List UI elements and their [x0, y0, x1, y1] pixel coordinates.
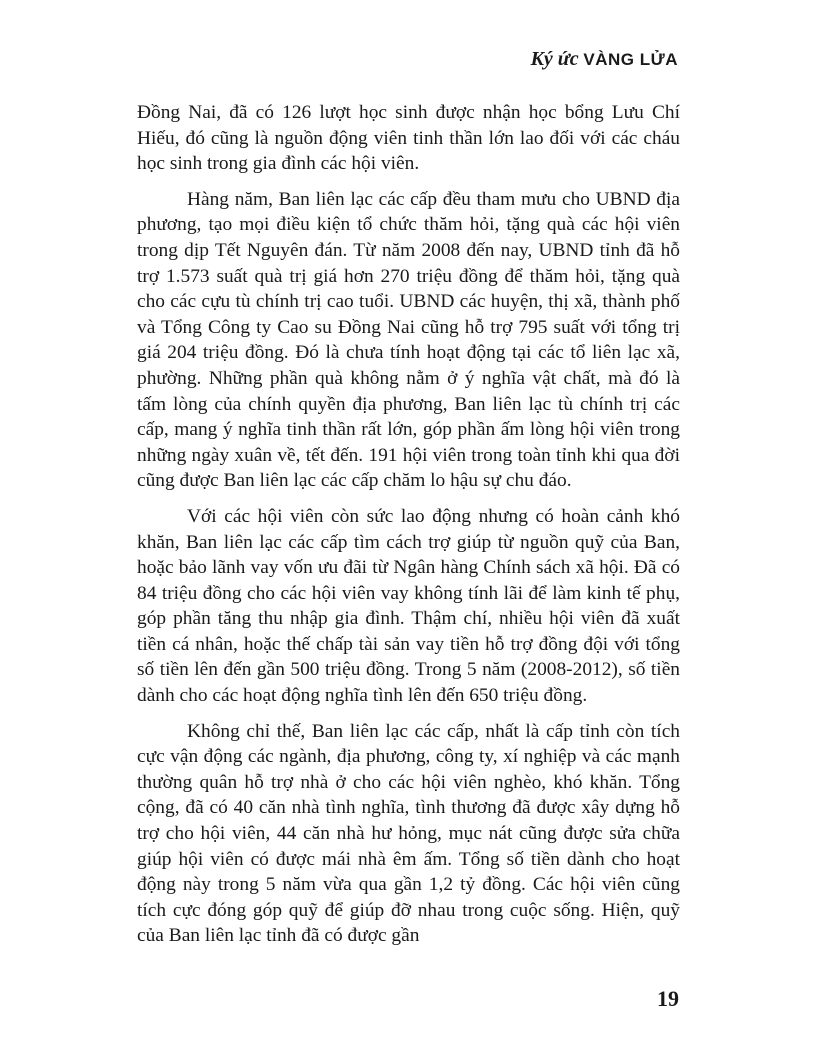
body-text [137, 100, 680, 959]
paragraph-3: Với các hội viên còn sức lao động nhưng có hoàn cảnh khó khăn, Ban liên lạc các cấp tìm cách trợ giúp từ nguồn quỹ của Ban, hoặc bảo lãnh vay vốn ưu đãi từ Ngân hàng Chính sách xã hội. Đã có 84 triệu đồng cho các hội viên vay không tính lãi để làm kinh tế phụ, góp phần tăng thu nhập gia đình. Thậm chí, nhiều hội viên đã xuất tiền cá nhân, hoặc thế chấp tài sản vay tiền hỗ trợ đồng đội với tổng số tiền lên đến gần 500 triệu đồng. Trong 5 năm (2008-2012), số tiền dành cho các hoạt động nghĩa tình lên đến 650 triệu đồng. [137, 505, 680, 707]
running-header [531, 48, 678, 71]
running-header-script: Ký ức [530, 48, 579, 70]
paragraph-2: Hàng năm, Ban liên lạc các cấp đều tham mưu cho UBND địa phương, tạo mọi điều kiện tổ chức thăm hỏi, tặng quà các hội viên trong dịp Tết Nguyên đán. Từ năm 2008 đến nay, UBND tỉnh đã hỗ trợ 1.573 suất quà trị giá hơn 270 triệu đồng để thăm hỏi, tặng quà cho các cựu tù chính trị cao tuổi. UBND các huyện, thị xã, thành phố và Tổng Công ty Cao su Đồng Nai cũng hỗ trợ 795 suất với tổng trị giá 204 triệu đồng. Đó là chưa tính hoạt động tại các tổ liên lạc xã, phường. Những phần quà không nằm ở ý nghĩa vật chất, mà đó là tấm lòng của chính quyền địa phương, Ban liên lạc tù chính trị các cấp, mang ý nghĩa tinh thần rất lớn, góp phần ấm lòng hội viên trong những ngày xuân về, tết đến. 191 hội viên trong toàn tỉnh khi qua đời cũng được Ban liên lạc các cấp chăm lo hậu sự chu đáo. [137, 188, 680, 492]
paragraph-1: Đồng Nai, đã có 126 lượt học sinh được nhận học bổng Lưu Chí Hiếu, đó cũng là nguồn động viên tinh thần lớn lao đối với các cháu học sinh trong gia đình các hội viên. [137, 102, 680, 175]
paragraph-4: Không chỉ thế, Ban liên lạc các cấp, nhất là cấp tỉnh còn tích cực vận động các ngành, địa phương, công ty, xí nghiệp và các mạnh thường quân hỗ trợ nhà ở cho các hội viên nghèo, khó khăn. Tổng cộng, đã có 40 căn nhà tình nghĩa, tình thương đã được xây dựng hỗ trợ cho hội viên, 44 căn nhà hư hỏng, mục nát cũng được sửa chữa giúp hội viên có được mái nhà êm ấm. Tổng số tiền dành cho hoạt động này trong 5 năm vừa qua gần 1,2 tỷ đồng. Các hội viên cũng tích cực đóng góp quỹ để giúp đỡ nhau trong cuộc sống. Hiện, quỹ của Ban liên lạc tỉnh đã có được gần [137, 720, 680, 947]
page-number: 19 [657, 986, 679, 1011]
running-header-title: VÀNG LỬA [583, 50, 678, 69]
